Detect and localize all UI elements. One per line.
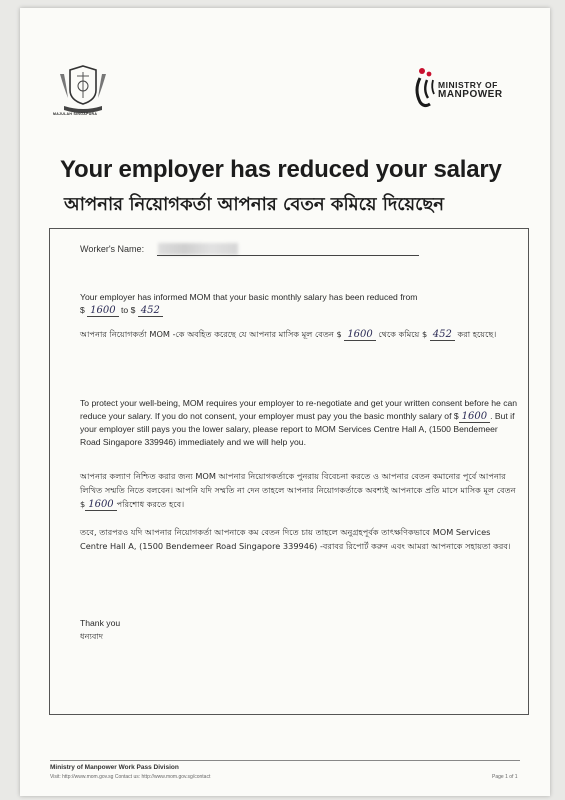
worker-name-line (157, 255, 419, 256)
thank-you: Thank you (80, 618, 121, 628)
paragraph-protect-bengali (80, 469, 520, 511)
currency-symbol: $ (80, 305, 85, 315)
mom-logo-line2: MANPOWER (438, 89, 503, 100)
from-salary-handwritten: 1600 (87, 305, 118, 317)
to-salary-handwritten: 452 (138, 305, 163, 317)
singapore-crest-icon (54, 60, 112, 116)
notice-box (49, 228, 529, 715)
document-title: Your employer has reduced your salary (60, 156, 502, 183)
protect-bengali-a: আপনার কল্যাণ নিশ্চিত করার জন্য MOM আপনার নিয়োগকর্তাকে পুনরায় বিবেচনা করতে ও আপনার বেতন কমানোর পূর্বে আপনার লিখিত সম্মতি নিতে বলবেন। আপনি যদি সম্মতি না দেন তাহলে আপনার নিয়োগকর্তাকে অবশ্যই আপনাকে প্রতি মাসে মাসিক মূল বেতন $ (80, 471, 516, 509)
crest-motto: MAJULAH SINGAPURA (53, 112, 98, 116)
bengali-from-handwritten: 1600 (344, 329, 375, 341)
paragraph-salary-reduced-bengali (80, 327, 520, 341)
mom-logo-text (438, 80, 503, 100)
paragraph-protect (80, 397, 520, 449)
salary-reduced-text: Your employer has informed MOM that your basic monthly salary has been reduced from (80, 292, 418, 302)
mom-logo-line1: MINISTRY OF (438, 80, 498, 90)
footer-contact: Visit: http://www.mom.gov.sg Contact us: http://www.mom.gov.sg/contact (50, 774, 211, 780)
letter-page (20, 8, 550, 796)
protect-bengali-handwritten: 1600 (85, 499, 116, 511)
protect-text-b: . But if your employer still pays you the lower salary, please report to MOM Services Centre Hall A, (1500 Bendemeer Road Singapore 339946) immediately and we will help you. (80, 411, 515, 447)
footer-page-number: Page 1 of 1 (492, 774, 518, 780)
mom-logo-icon (410, 66, 438, 112)
paragraph-report-bengali: তবে, তারপরও যদি আপনার নিয়োগকর্তা আপনাকে কম বেতন দিতে চায় তাহলে অনুগ্রহপূর্বক তাৎক্ষণিকভাবে MOM Services Centre Hall A, (1500 Bendemeer Road Singapore 339946) -বরাবর রিপোর্ট করুন এবং আমরা আপনাকে সহায়তা করব। (80, 527, 511, 551)
protect-bengali-b: পরিশোধ করতে হবে। (116, 499, 185, 509)
bengali-mid-text: থেকে কমিয়ে $ (378, 329, 428, 339)
thank-you-bengali: ধন্যবাদ (80, 631, 104, 641)
protect-salary-handwritten: 1600 (459, 411, 490, 423)
redacted-name (158, 243, 238, 255)
bengali-post-text: করা হয়েছে। (457, 329, 497, 339)
footer-divider (50, 760, 520, 761)
bengali-salary-text: আপনার নিয়োগকর্তা MOM -কে অবহিত করেছে যে আপনার মাসিক মূল বেতন $ (80, 329, 342, 339)
to-label: to $ (121, 305, 136, 315)
paragraph-salary-reduced (80, 291, 520, 317)
bengali-to-handwritten: 452 (430, 329, 455, 341)
footer-division: Ministry of Manpower Work Pass Division (50, 764, 179, 771)
document-title-bengali: আপনার নিয়োগকর্তা আপনার বেতন কমিয়ে দিয়েছেন (64, 194, 445, 215)
protect-text-a: To protect your well-being, MOM requires your employer to re-negotiate and get your written consent before he can reduce your salary. If you do not consent, your employer must pay you the basic monthly salary of $ (80, 398, 518, 421)
worker-name-label: Worker's Name: (80, 244, 145, 254)
